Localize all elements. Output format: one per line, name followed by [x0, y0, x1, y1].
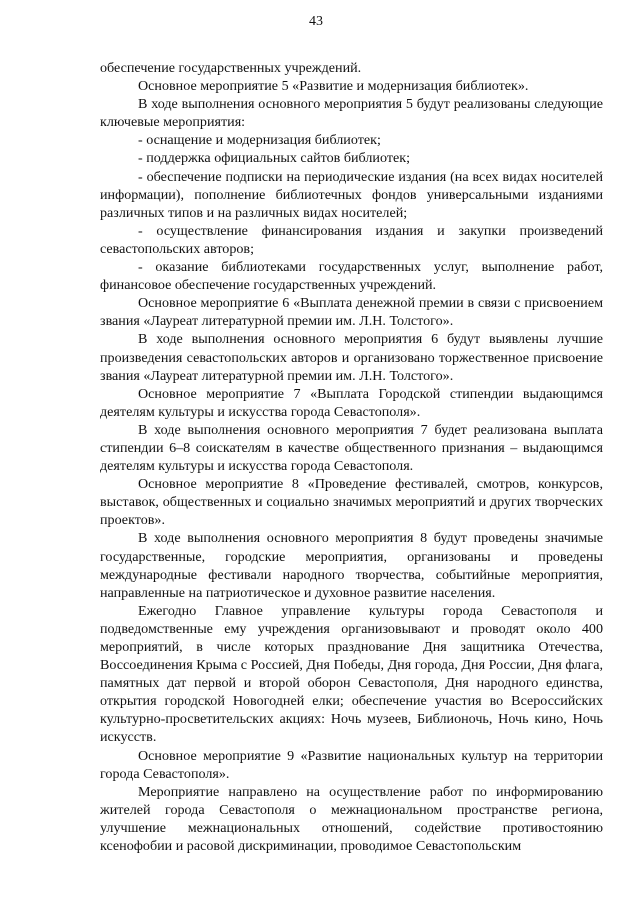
paragraph: - обеспечение подписки на периодические издания (на всех видах носителей информации), пополнение библиотечных фондов универсальными изданиями различных типов и на различных видах носителей;: [100, 168, 603, 221]
paragraph: - поддержка официальных сайтов библиотек;: [138, 150, 410, 167]
paragraph: Основное мероприятие 8 «Проведение фестивалей, смотров, конкурсов, выставок, общественных и социально значимых мероприятий и других творческих проектов».: [100, 476, 603, 529]
paragraph: - оснащение и модернизация библиотек;: [138, 132, 381, 149]
paragraph: Основное мероприятие 7 «Выплата Городской стипендии выдающимся деятелям культуры и искусства города Севастополя».: [100, 385, 603, 420]
paragraph: - оказание библиотеками государственных услуг, выполнение работ, финансовое обеспечение государственных учреждений.: [100, 259, 603, 294]
document-body: [100, 59, 603, 855]
paragraph: обеспечение государственных учреждений.: [100, 60, 362, 76]
paragraph: Мероприятие направлено на осуществление работ по информированию жителей города Севастополя о межнациональном пространстве региона, улучшение межнациональных отношений, содействие противостоянию ксенофобии и расовой дискриминации, проводимое Севастопольским: [100, 783, 603, 855]
paragraph: Основное мероприятие 5 «Развитие и модернизация библиотек».: [138, 78, 529, 95]
paragraph: - осуществление финансирования издания и закупки произведений севастопольских авторов;: [100, 222, 603, 257]
paragraph: Ежегодно Главное управление культуры города Севастополя и подведомственные ему учреждения организовывают и проводят около 400 мероприятий, в числе которых празднование Дня защитника Отечества, Воссоединения Крыма с Россией, Дня Победы, Дня города, Дня России, Дня флага, памятных дат первой и второй оборон Севастополя, Дня народного единства, открытия городской Новогодней елки; обеспечение участия во Всероссийских культурно-просветительских акциях: Ночь музеев, Библионочь, Ночь кино, Ночь искусств.: [100, 602, 603, 746]
page-number: 43: [309, 14, 323, 29]
paragraph: Основное мероприятие 6 «Выплата денежной премии в связи с присвоением звания «Лауреат литературной премии им. Л.Н. Толстого».: [100, 295, 603, 330]
paragraph: В ходе выполнения основного мероприятия 5 будут реализованы следующие ключевые мероприятия:: [100, 96, 603, 131]
paragraph: В ходе выполнения основного мероприятия 8 будут проведены значимые государственные, городские мероприятия, организованы и проведены международные фестивали народного творчества, событийные мероприятия, направленные на патриотическое и духовное развитие населения.: [100, 530, 603, 601]
paragraph: Основное мероприятие 9 «Развитие национальных культур на территории города Севастополя».: [100, 747, 603, 782]
paragraph: В ходе выполнения основного мероприятия 7 будет реализована выплата стипендии 6–8 соискателям в качестве общественного признания – выдающимся деятелям культуры и искусства города Севастополя.: [100, 421, 603, 475]
paragraph: В ходе выполнения основного мероприятия 6 будут выявлены лучшие произведения севастопольских авторов и организовано торжественное присвоение звания «Лауреат литературной премии им. Л.Н. Толстого».: [100, 331, 603, 384]
